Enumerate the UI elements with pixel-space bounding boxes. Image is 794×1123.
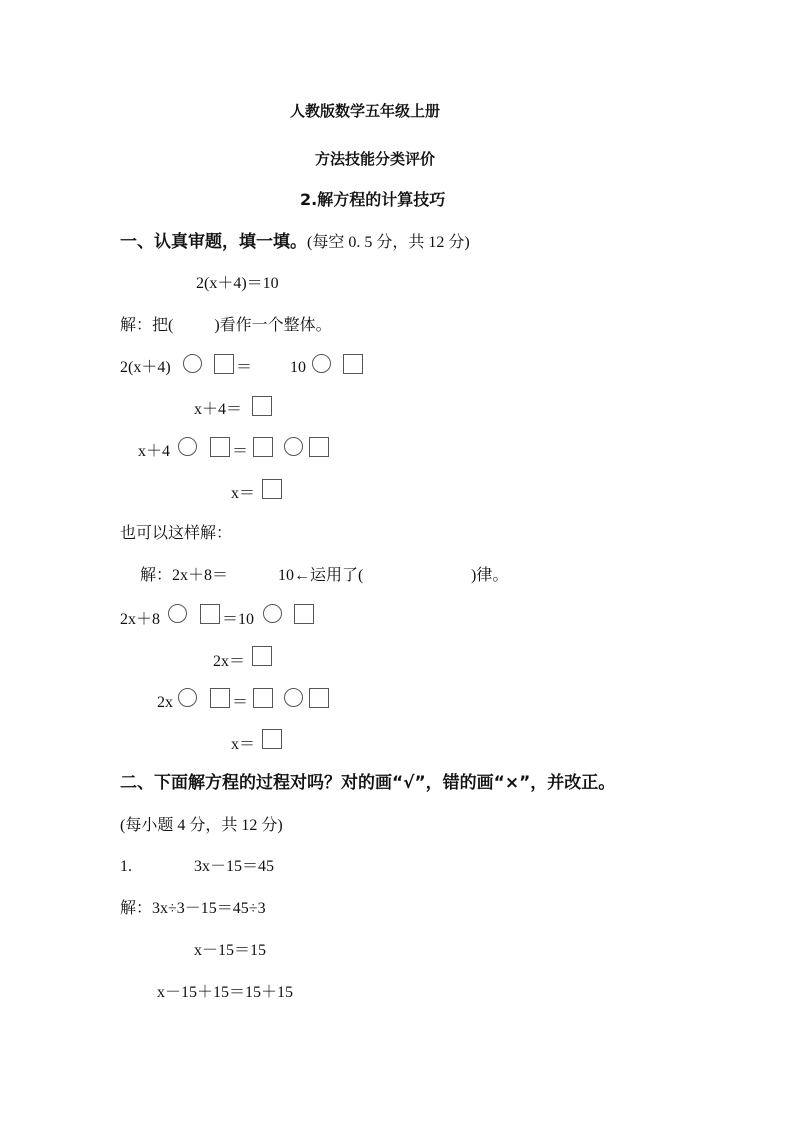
q1-step3: x－15＋15＝15＋15 [157, 984, 294, 1001]
number-box-blank[interactable] [210, 437, 230, 457]
alt-step1-left: 2x＋8 [120, 611, 161, 628]
section2-heading: 二、下面解方程的过程对吗？对的画“√”，错的画“×”，并改正。 [120, 773, 616, 793]
alt-solve-prefix: 解：2x＋8＝ [140, 567, 229, 584]
q1-equation: 3x－15＝45 [194, 858, 275, 875]
section1-points: (每空 0. 5 分，共 12 分) [307, 234, 470, 251]
number-box-blank[interactable] [262, 479, 282, 499]
number-box-blank[interactable] [343, 354, 363, 374]
alt-solve-mid: 10←运用了( [278, 567, 364, 584]
number-box-blank[interactable] [210, 688, 230, 708]
operator-circle-blank[interactable] [284, 688, 303, 707]
alt-step4-text: x＝ [231, 736, 256, 753]
q1-number: 1. [120, 858, 132, 875]
step4-text: x＝ [231, 485, 256, 502]
q1-step2: x－15＝15 [194, 942, 267, 959]
number-box-blank[interactable] [294, 604, 314, 624]
number-box-blank[interactable] [309, 437, 329, 457]
number-box-blank[interactable] [309, 688, 329, 708]
number-box-blank[interactable] [252, 646, 272, 666]
solve-intro [120, 316, 332, 336]
solve-suffix: )看作一个整体。 [214, 317, 332, 334]
step1-right: 10 [290, 359, 306, 376]
number-box-blank[interactable] [253, 437, 273, 457]
operator-circle-blank[interactable] [178, 688, 197, 707]
topic-title: 2.解方程的计算技巧 [300, 190, 446, 209]
number-box-blank[interactable] [214, 354, 234, 374]
number-box-blank[interactable] [252, 396, 272, 416]
step3-equals: ＝ [232, 443, 249, 460]
alt-step2-text: 2x＝ [213, 653, 246, 670]
operator-circle-blank[interactable] [178, 437, 197, 456]
section1-header [120, 232, 470, 253]
q1-step1: 解：3x÷3－15＝45÷3 [120, 900, 266, 917]
operator-circle-blank[interactable] [263, 604, 282, 623]
step1-equals: ＝ [236, 359, 253, 376]
operator-circle-blank[interactable] [312, 354, 331, 373]
alt-intro: 也可以这样解： [120, 525, 233, 542]
alt-solve-line [140, 566, 228, 586]
section2-points: (每小题 4 分，共 12 分) [120, 817, 283, 834]
alt-step1-right: ＝10 [222, 611, 255, 628]
document-subtitle: 方法技能分类评价 [315, 150, 436, 168]
number-box-blank[interactable] [200, 604, 220, 624]
operator-circle-blank[interactable] [183, 354, 202, 373]
operator-circle-blank[interactable] [284, 437, 303, 456]
step2-text: x＋4＝ [194, 401, 243, 418]
operator-circle-blank[interactable] [168, 604, 187, 623]
alt-solve-suffix: )律。 [471, 567, 509, 584]
equation-main: 2(x＋4)＝10 [196, 275, 279, 292]
section1-heading: 一、认真审题，填一填。 [120, 232, 307, 252]
solve-prefix: 解：把( [120, 317, 174, 334]
number-box-blank[interactable] [262, 729, 282, 749]
number-box-blank[interactable] [253, 688, 273, 708]
alt-step3-left: 2x [157, 694, 173, 711]
alt-step3-equals: ＝ [232, 694, 249, 711]
step1-left: 2(x＋4) [120, 359, 171, 376]
step3-left: x＋4 [138, 443, 171, 460]
document-title: 人教版数学五年级上册 [290, 102, 441, 120]
